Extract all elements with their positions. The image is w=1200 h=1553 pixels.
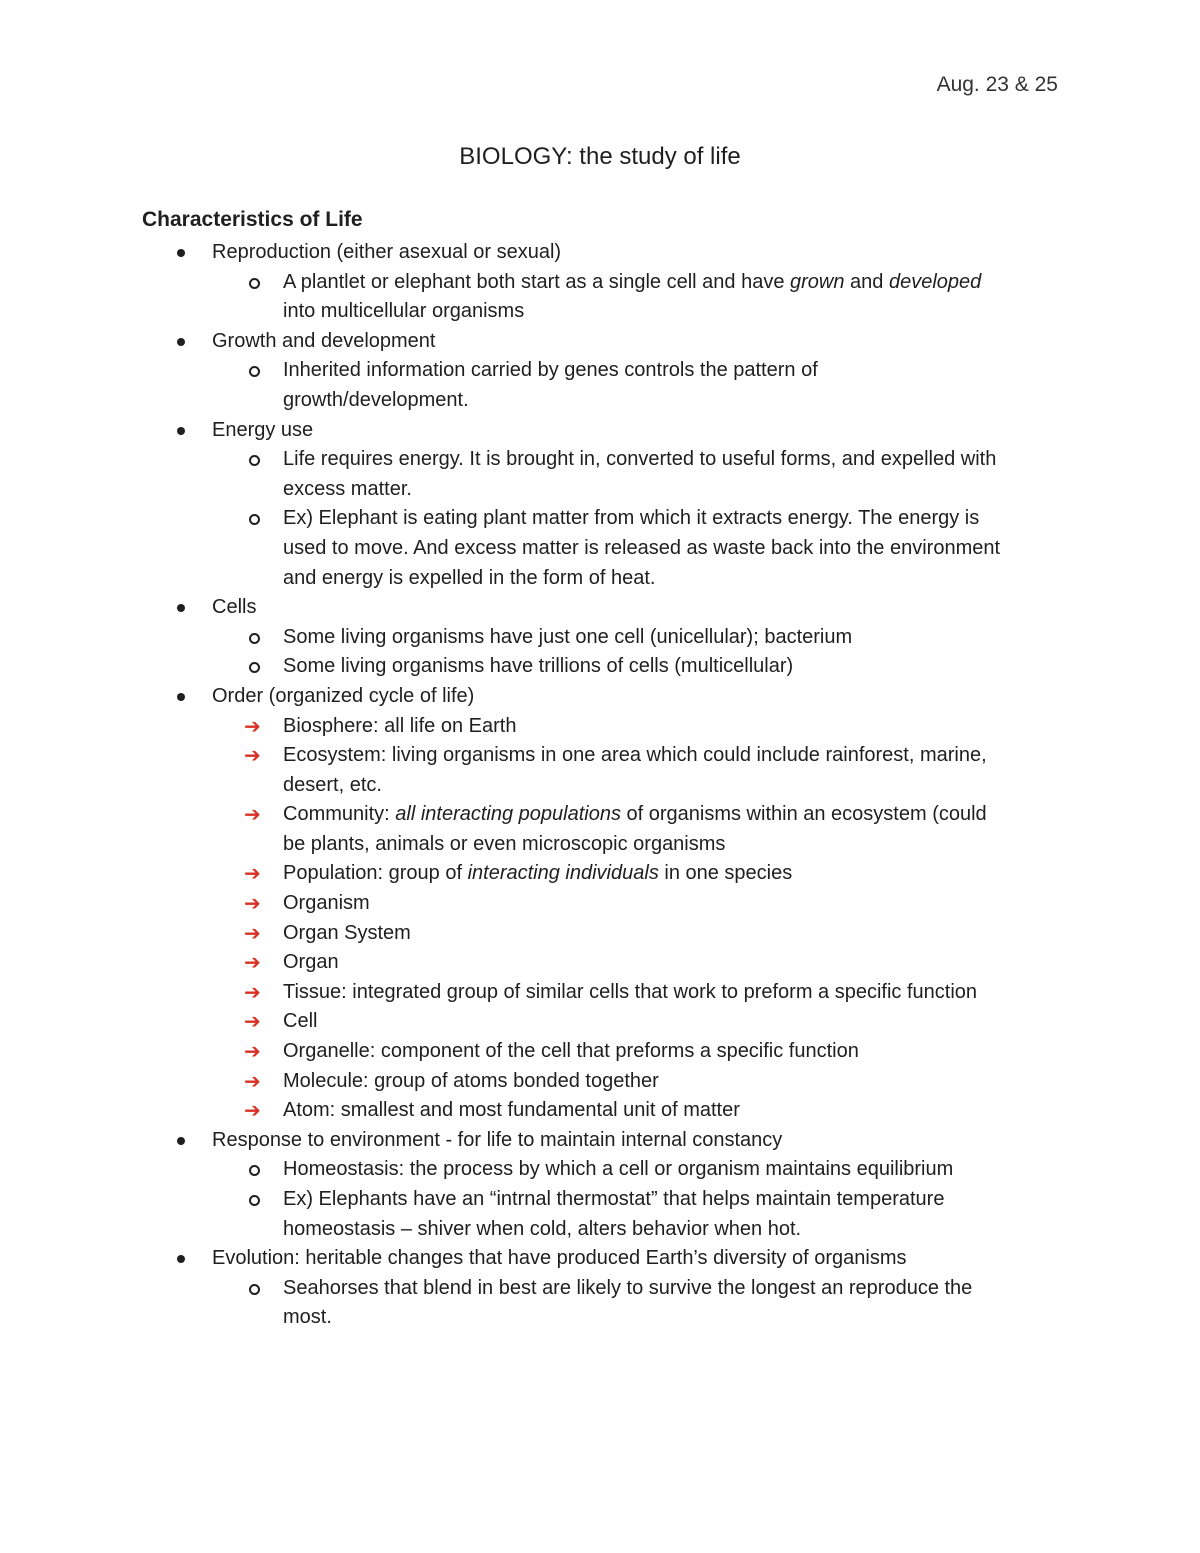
list-item-text bbox=[283, 800, 987, 830]
text-segment: Cells bbox=[212, 596, 257, 619]
list-item-text bbox=[283, 534, 1000, 564]
list-item-text bbox=[283, 919, 411, 949]
list-item-text bbox=[283, 741, 987, 771]
list-item-text bbox=[283, 1303, 332, 1333]
list-item-text bbox=[283, 356, 818, 386]
arrow-right-icon: ➔ bbox=[244, 802, 261, 827]
bullet-circle-icon bbox=[249, 1165, 260, 1176]
text-segment: Organelle: component of the cell that preforms a specific function bbox=[283, 1040, 859, 1063]
text-segment: Molecule: group of atoms bonded together bbox=[283, 1069, 659, 1092]
list-item-text bbox=[283, 1037, 859, 1067]
list-item bbox=[0, 1274, 1200, 1304]
text-segment: and energy is expelled in the form of heat. bbox=[283, 566, 656, 589]
list-item-continuation bbox=[0, 771, 1200, 801]
text-segment: Ex) Elephants have an “intrnal thermostat” that helps maintain temperature bbox=[283, 1188, 945, 1210]
list-item-continuation bbox=[0, 297, 1200, 327]
list-item-continuation bbox=[0, 1215, 1200, 1245]
list-item-text bbox=[283, 504, 979, 534]
list-item-text bbox=[212, 327, 435, 357]
arrow-right-icon: ➔ bbox=[244, 979, 261, 1004]
list-item bbox=[0, 1067, 1200, 1097]
list-item bbox=[0, 1007, 1200, 1037]
text-segment: excess matter. bbox=[283, 477, 412, 500]
bullet-dot-icon bbox=[177, 249, 185, 257]
list-item bbox=[0, 623, 1200, 653]
arrow-right-icon: ➔ bbox=[244, 1068, 261, 1093]
text-segment: into multicellular organisms bbox=[283, 300, 525, 323]
text-segment: Population: group of bbox=[283, 862, 468, 885]
text-segment: Some living organisms have just one cell (unicellular); bacterium bbox=[283, 625, 853, 648]
bullet-circle-icon bbox=[249, 1195, 260, 1206]
text-segment: Order (organized cycle of life) bbox=[212, 684, 475, 707]
date-label: Aug. 23 & 25 bbox=[936, 73, 1058, 96]
bullet-circle-icon bbox=[249, 455, 260, 466]
list-item-text bbox=[283, 623, 852, 653]
list-item-continuation bbox=[0, 1303, 1200, 1333]
list-item bbox=[0, 504, 1200, 534]
list-item bbox=[0, 1126, 1200, 1156]
page-title: BIOLOGY: the study of life bbox=[459, 143, 741, 170]
text-segment: Evolution: heritable changes that have produced Earth’s diversity of organisms bbox=[212, 1247, 907, 1270]
list-item bbox=[0, 919, 1200, 949]
list-item-text bbox=[283, 978, 977, 1008]
list-item-text bbox=[283, 712, 516, 742]
arrow-right-icon: ➔ bbox=[244, 920, 261, 945]
text-segment: Homeostasis: the process by which a cell or organism maintains equilibrium bbox=[283, 1158, 954, 1181]
list-item-text bbox=[212, 238, 561, 268]
list-item-text bbox=[283, 948, 339, 978]
list-item-text bbox=[283, 297, 524, 327]
bullet-dot-icon bbox=[177, 338, 185, 346]
list-item bbox=[0, 1244, 1200, 1274]
list-item bbox=[0, 978, 1200, 1008]
list-item-text bbox=[283, 1185, 944, 1215]
text-segment: used to move. And excess matter is released as waste back into the environment bbox=[283, 536, 1001, 559]
italic-text: all interacting populations bbox=[395, 803, 621, 826]
list-item-text bbox=[283, 652, 793, 682]
list-item bbox=[0, 268, 1200, 298]
text-segment: Growth and development bbox=[212, 329, 436, 352]
bullet-dot-icon bbox=[177, 1255, 185, 1263]
italic-text: interacting individuals bbox=[467, 862, 659, 885]
text-segment: Organism bbox=[283, 892, 370, 915]
list-item-text bbox=[283, 564, 655, 594]
list-item-text bbox=[283, 386, 469, 416]
list-item-text bbox=[283, 1274, 972, 1304]
section-heading: Characteristics of Life bbox=[142, 208, 363, 231]
list-item-text bbox=[283, 1215, 801, 1245]
list-item bbox=[0, 652, 1200, 682]
list-item-text bbox=[283, 1155, 953, 1185]
text-segment: A plantlet or elephant both start as a single cell and have bbox=[283, 270, 791, 293]
list-item bbox=[0, 445, 1200, 475]
italic-text: developed bbox=[888, 270, 982, 293]
notes-list bbox=[0, 238, 1200, 1333]
list-item bbox=[0, 238, 1200, 268]
list-item-text bbox=[212, 416, 313, 446]
bullet-circle-icon bbox=[249, 278, 260, 289]
text-segment: Tissue: integrated group of similar cells that work to preform a specific function bbox=[283, 980, 978, 1003]
list-item-text bbox=[283, 889, 370, 919]
italic-text: grown bbox=[790, 270, 845, 293]
text-segment: Response to environment - for life to maintain internal constancy bbox=[212, 1128, 783, 1151]
text-segment: Organ bbox=[283, 951, 339, 974]
arrow-right-icon: ➔ bbox=[244, 1098, 261, 1123]
list-item bbox=[0, 1185, 1200, 1215]
list-item bbox=[0, 712, 1200, 742]
list-item-text bbox=[283, 268, 981, 298]
text-segment: Ecosystem: living organisms in one area which could include rainforest, marine, bbox=[283, 744, 987, 767]
bullet-dot-icon bbox=[177, 604, 185, 612]
text-segment: Inherited information carried by genes controls the pattern of bbox=[283, 359, 818, 382]
list-item bbox=[0, 859, 1200, 889]
list-item bbox=[0, 416, 1200, 446]
list-item-text bbox=[283, 1007, 317, 1037]
bullet-circle-icon bbox=[249, 366, 260, 377]
list-item bbox=[0, 1155, 1200, 1185]
text-segment: homeostasis – shiver when cold, alters behavior when hot. bbox=[283, 1217, 802, 1240]
list-item bbox=[0, 356, 1200, 386]
arrow-right-icon: ➔ bbox=[244, 743, 261, 768]
list-item-text bbox=[212, 1126, 782, 1156]
text-segment: Seahorses that blend in best are likely to survive the longest an reproduce the bbox=[283, 1276, 973, 1299]
text-segment: Reproduction (either asexual or sexual) bbox=[212, 241, 562, 263]
list-item-continuation bbox=[0, 475, 1200, 505]
list-item-text bbox=[212, 593, 256, 623]
list-item bbox=[0, 948, 1200, 978]
text-segment: Some living organisms have trillions of cells (multicellular) bbox=[283, 655, 794, 678]
arrow-right-icon: ➔ bbox=[244, 1039, 261, 1064]
text-segment: Cell bbox=[283, 1010, 318, 1033]
list-item-text bbox=[283, 1096, 740, 1126]
text-segment: in one species bbox=[658, 862, 793, 885]
text-segment: and bbox=[844, 270, 889, 293]
list-item-continuation bbox=[0, 386, 1200, 416]
list-item bbox=[0, 327, 1200, 357]
text-segment: Atom: smallest and most fundamental unit of matter bbox=[283, 1099, 740, 1122]
text-segment: Life requires energy. It is brought in, converted to useful forms, and expelled with bbox=[283, 448, 997, 471]
arrow-right-icon: ➔ bbox=[244, 861, 261, 886]
bullet-dot-icon bbox=[177, 1137, 185, 1145]
bullet-circle-icon bbox=[249, 662, 260, 673]
list-item-text bbox=[283, 859, 792, 889]
text-segment: Community: bbox=[283, 803, 396, 826]
text-segment: desert, etc. bbox=[283, 773, 382, 796]
text-segment: Energy use bbox=[212, 418, 314, 441]
text-segment: growth/development. bbox=[283, 388, 469, 411]
list-item-text bbox=[283, 830, 725, 860]
list-item bbox=[0, 889, 1200, 919]
list-item-text bbox=[212, 1244, 906, 1274]
bullet-dot-icon bbox=[177, 427, 185, 435]
text-segment: most. bbox=[283, 1306, 332, 1329]
list-item-text bbox=[283, 771, 382, 801]
list-item-continuation bbox=[0, 830, 1200, 860]
text-segment: be plants, animals or even microscopic organisms bbox=[283, 832, 726, 855]
arrow-right-icon: ➔ bbox=[244, 891, 261, 916]
bullet-circle-icon bbox=[249, 633, 260, 644]
list-item-text bbox=[283, 1067, 659, 1097]
text-segment: Biosphere: all life on Earth bbox=[283, 714, 517, 737]
list-item bbox=[0, 1096, 1200, 1126]
bullet-circle-icon bbox=[249, 514, 260, 525]
list-item bbox=[0, 741, 1200, 771]
bullet-dot-icon bbox=[177, 693, 185, 701]
bullet-circle-icon bbox=[249, 1284, 260, 1295]
text-segment: Organ System bbox=[283, 921, 411, 944]
list-item bbox=[0, 682, 1200, 712]
text-segment: of organisms within an ecosystem (could bbox=[620, 803, 987, 826]
list-item bbox=[0, 1037, 1200, 1067]
list-item-text bbox=[212, 682, 474, 712]
text-segment: Ex) Elephant is eating plant matter from which it extracts energy. The energy is bbox=[283, 507, 980, 530]
list-item-text bbox=[283, 445, 996, 475]
list-item bbox=[0, 593, 1200, 623]
list-item-continuation bbox=[0, 534, 1200, 564]
list-item bbox=[0, 800, 1200, 830]
list-item-text bbox=[283, 475, 412, 505]
arrow-right-icon: ➔ bbox=[244, 1009, 261, 1034]
list-item-continuation bbox=[0, 564, 1200, 594]
arrow-right-icon: ➔ bbox=[244, 950, 261, 975]
arrow-right-icon: ➔ bbox=[244, 713, 261, 738]
